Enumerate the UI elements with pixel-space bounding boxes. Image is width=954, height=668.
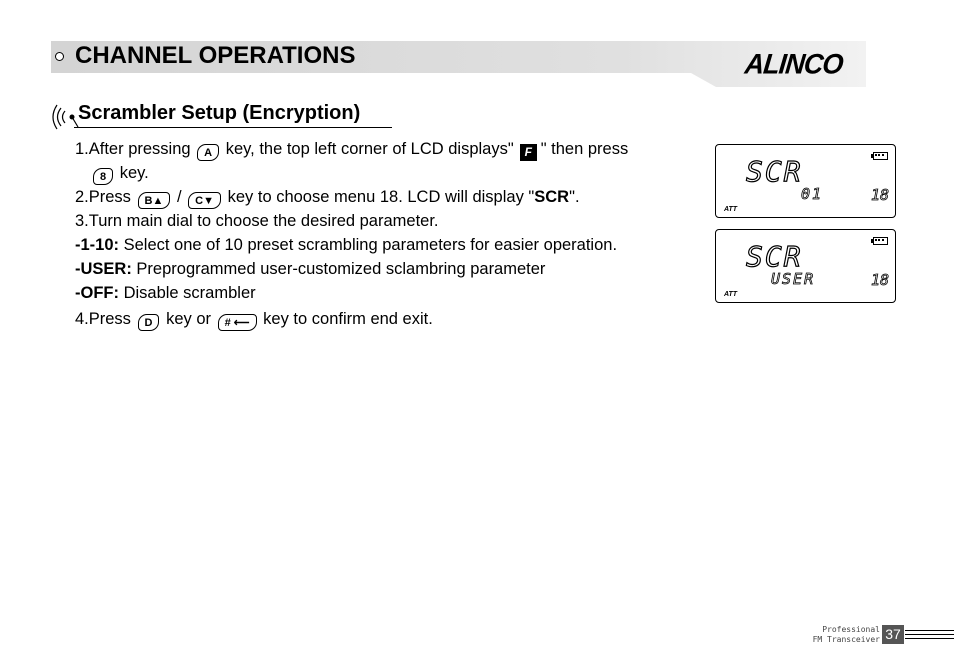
step-1: 1.After pressing A key, the top left corner of LCD displays" F " then press [75, 140, 629, 159]
key-d-icon: D [138, 314, 160, 331]
lcd-sub-text: 01 [801, 185, 824, 203]
battery-icon [873, 237, 888, 245]
step-4: 4.Press D key or # ⟵ key to confirm end exit. [75, 310, 433, 329]
lcd-att-indicator: ATT [724, 206, 738, 213]
lcd-display-preset [715, 144, 896, 218]
lcd-main-text: SCR [746, 155, 803, 188]
option-preset: -1-10: Select one of 10 preset scrambling parameters for easier operation. [75, 236, 618, 254]
brand-logo: ALINCO [743, 48, 845, 80]
radio-wave-icon [48, 101, 82, 133]
lcd-display-user [715, 229, 896, 303]
section-title: Scrambler Setup (Encryption) [78, 102, 361, 124]
page-title: CHANNEL OPERATIONS [75, 42, 356, 69]
option-user: -USER: Preprogrammed user-customized sclambring parameter [75, 260, 546, 278]
footer-rule [905, 638, 954, 639]
footer-rule [905, 634, 954, 635]
lcd-channel: 18 [871, 271, 890, 289]
key-c-down-icon: C▼ [188, 192, 221, 209]
lcd-att-indicator: ATT [724, 291, 738, 298]
lcd-channel: 18 [871, 186, 890, 204]
header-bullet-icon [55, 52, 64, 61]
option-off: -OFF: Disable scrambler [75, 284, 256, 302]
key-hash-icon: # ⟵ [218, 314, 257, 331]
step-1-continued: 8 key. [75, 161, 705, 185]
lcd-main-text: SCR [746, 240, 803, 273]
battery-icon [873, 152, 888, 160]
footer-rule [905, 630, 954, 631]
footer-label-line2: FM Transceiver [812, 635, 880, 644]
page-number: 37 [882, 625, 904, 644]
section-underline [74, 127, 392, 128]
key-b-up-icon: B▲ [138, 192, 171, 209]
step-2: 2.Press B▲ / C▼ key to choose menu 18. LCD will display "SCR". [75, 188, 580, 207]
key-8-icon: 8 [93, 168, 113, 185]
lcd-sub-text: USER [771, 270, 816, 288]
function-f-icon: F [520, 144, 537, 161]
key-a-icon: A [197, 144, 219, 161]
step-3: 3.Turn main dial to choose the desired parameter. [75, 212, 439, 230]
instructions [75, 137, 705, 331]
footer-label-line1: Professional [822, 625, 880, 634]
